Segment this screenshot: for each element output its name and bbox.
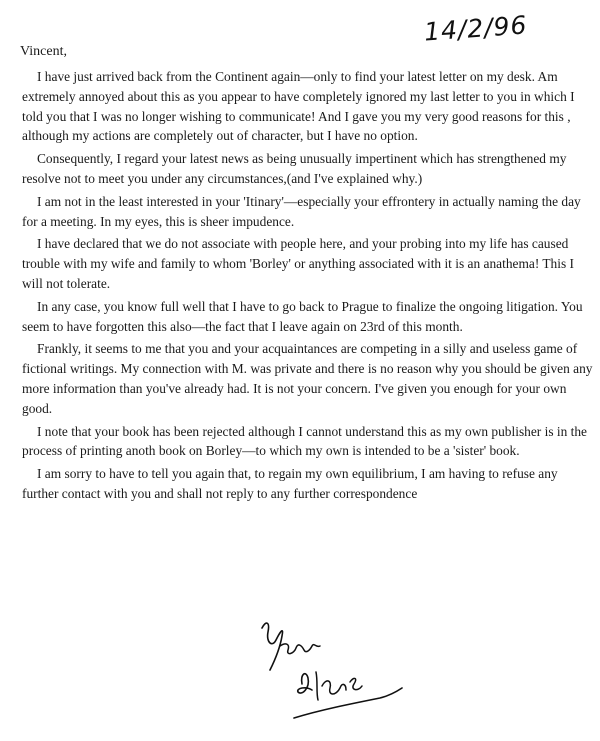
paragraph: I have declared that we do not associate with people here, and your probing into my life has caused trouble with my wife and family to whom 'Borley' or anything associated with it is an anathema! This I will not tolerate. [22,236,578,291]
paragraph: Frankly, it seems to me that you and your acquaintances are competing in a silly and useless game of fictional writings. My connection with M. was private and there is no reason why you should be given any more information than you've already had. It is not your concern. I've given you enough for your own good. [22,341,596,416]
handwritten-date: 14/2/96 [423,10,529,47]
letter-body [22,67,594,507]
paragraph: I note that your book has been rejected although I cannot understand this as my own publisher is in the process of printing anoth book on Borley—to which my own is intended to be a 'sister' book. [22,423,591,459]
paragraph: I am not in the least interested in your 'Itinary'—especially your effrontery in actually naming the day for a meeting. In my eyes, this is sheer impudence. [22,193,585,229]
paragraph: I am sorry to have to tell you again that, to regain my own equilibrium, I am having to refuse any further contact with you and shall not reply to any further correspondence [22,466,561,501]
signature-scribble [250,612,410,732]
handwritten-signature [250,612,410,732]
salutation: Vincent, [20,44,67,59]
paragraph: I have just arrived back from the Continent again—only to find your latest letter on my desk. Am extremely annoyed about this as you appear to have completely ignored my last letter to you in which I told you that I was no longer wishing to communicate! And I gave you my very good reasons for this , although my actions are completely out of character, but I have no option. [22,69,578,144]
paragraph: Consequently, I regard your latest news as being unusually impertinent which has strengthened my resolve not to meet you under any circumstances,(and I've explained why.) [22,151,570,186]
paragraph: In any case, you know full well that I have to go back to Prague to finalize the ongoing litigation. You seem to have forgotten this also—the fact that I leave again on 23rd of this month. [22,298,586,334]
